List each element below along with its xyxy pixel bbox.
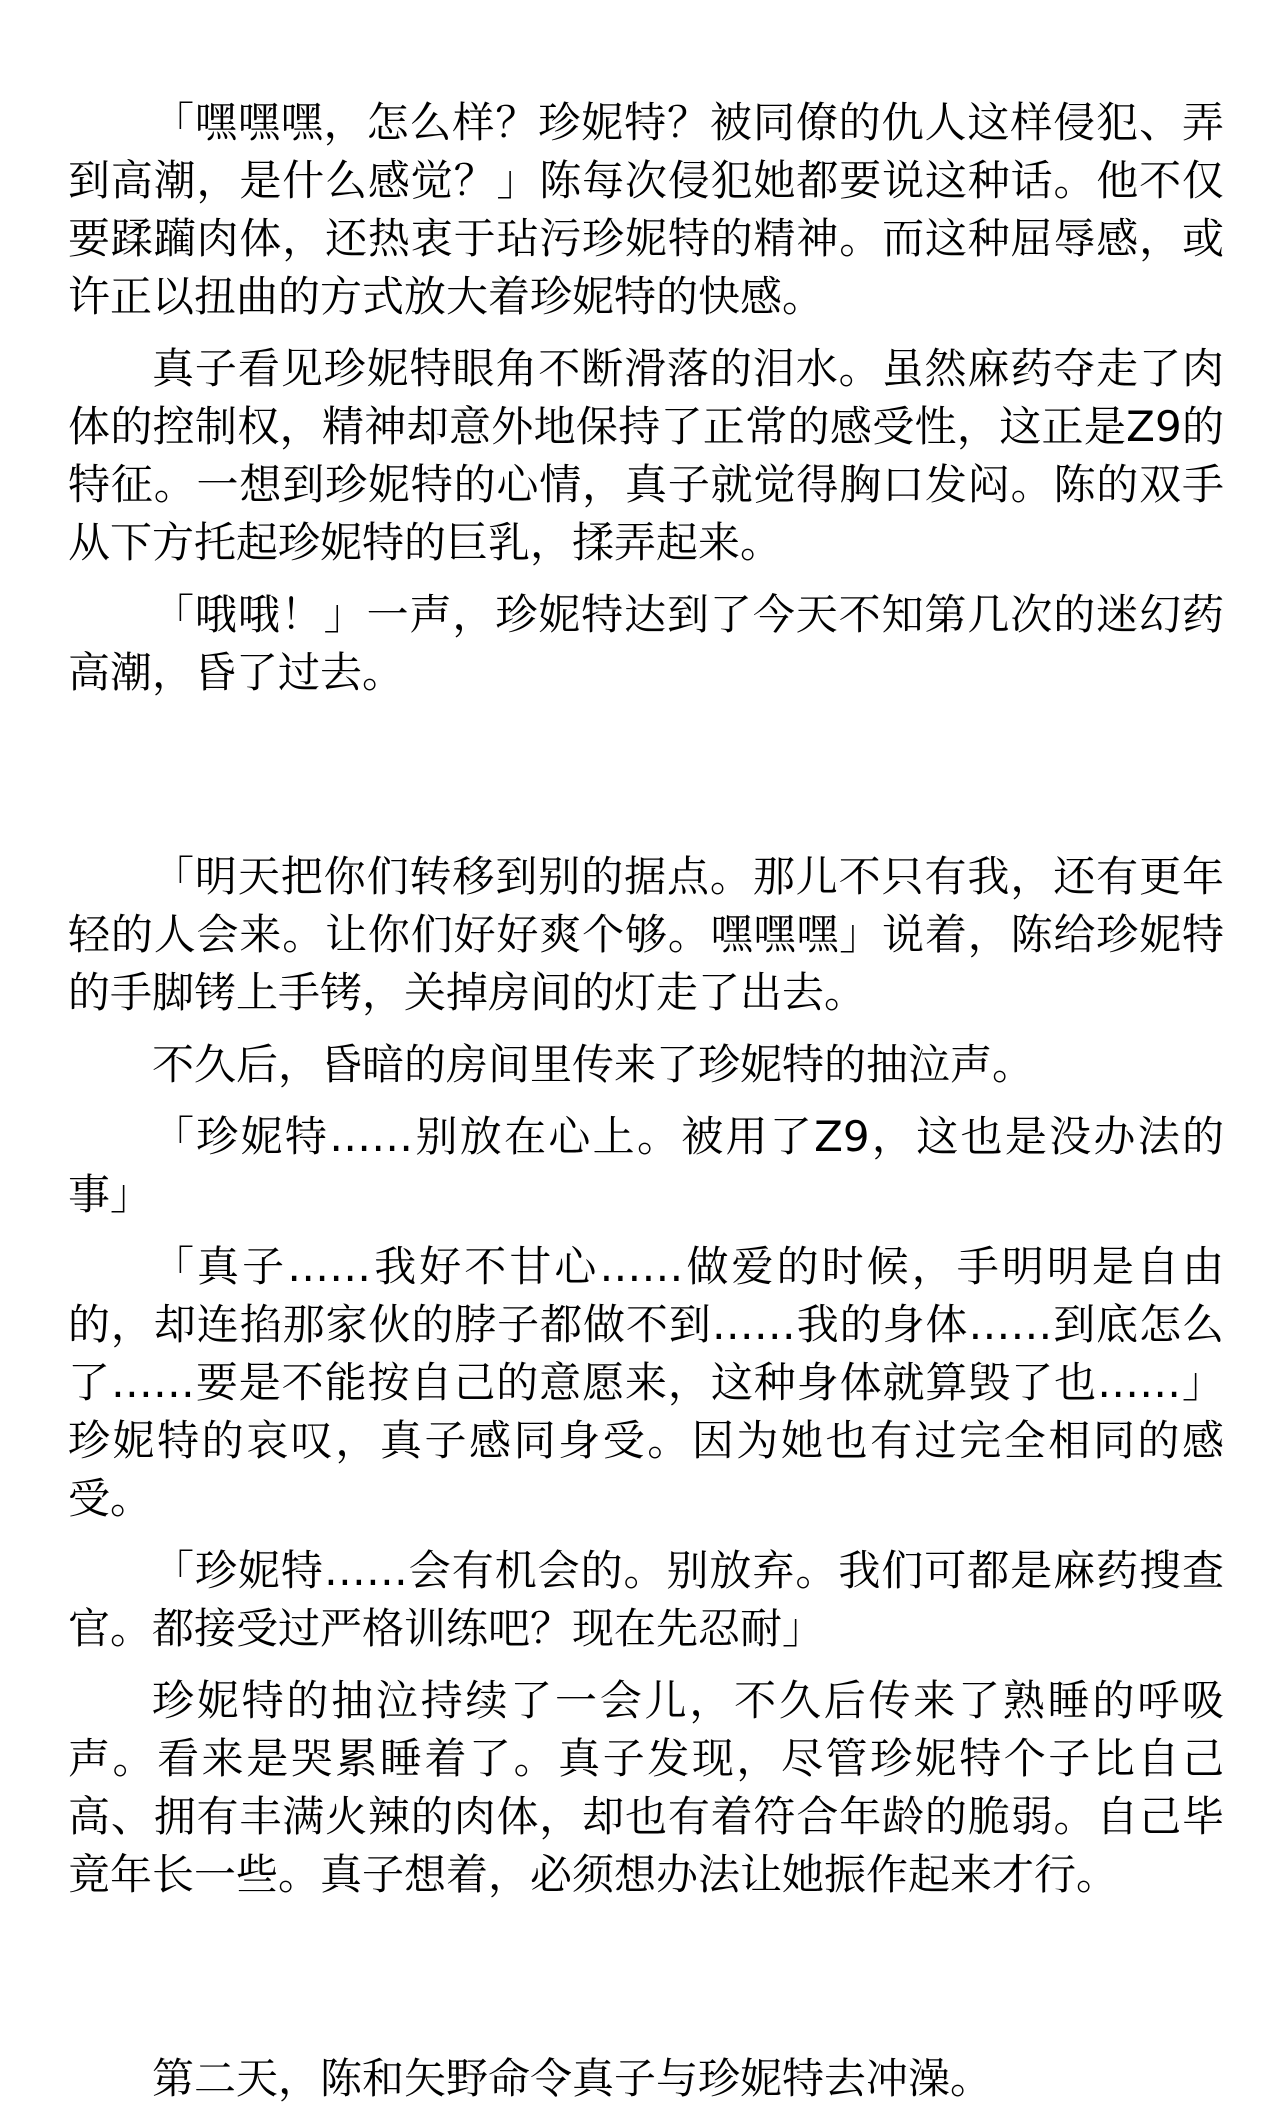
paragraph-03: 「哦哦！」一声，珍妮特达到了今天不知第几次的迷幻药高潮，昏了过去。 <box>68 590 1224 697</box>
paragraph-10: 第二天，陈和矢野命令真子与珍妮特去冲澡。 <box>152 2054 993 2103</box>
paragraph-02: 真子看见珍妮特眼角不断滑落的泪水。虽然麻药夺走了肉体的控制权，精神却意外地保持了正常的感受性，这正是Z9的特征。一想到珍妮特的心情，真子就觉得胸口发闷。陈的双手从下方托起珍妮特的巨乳，揉弄起来。 <box>68 344 1224 567</box>
paragraph-09: 珍妮特的抽泣持续了一会儿，不久后传来了熟睡的呼吸声。看来是哭累睡着了。真子发现，尽管珍妮特个子比自己高、拥有丰满火辣的肉体，却也有着符合年龄的脆弱。自己毕竟年长一些。真子想着，必须想办法让她振作起来才行。 <box>68 1676 1224 1899</box>
paragraph-06: 「珍妮特……别放在心上。被用了Z9，这也是没办法的事」 <box>68 1112 1224 1219</box>
paragraph-08: 「珍妮特……会有机会的。别放弃。我们可都是麻药搜查官。都接受过严格训练吧？现在先忍耐」 <box>68 1546 1224 1653</box>
paragraph-07: 「真子……我好不甘心……做爱的时候，手明明是自由的，却连掐那家伙的脖子都做不到……我的身体……到底怎么了……要是不能按自己的意愿来，这种身体就算毁了也……」珍妮特的哀叹，真子感同身受。因为她也有过完全相同的感受。 <box>68 1242 1224 1523</box>
paragraph-04: 「明天把你们转移到别的据点。那儿不只有我，还有更年轻的人会来。让你们好好爽个够。嘿嘿嘿」说着，陈给珍妮特的手脚铐上手铐，关掉房间的灯走了出去。 <box>68 852 1224 1017</box>
paragraph-05: 不久后，昏暗的房间里传来了珍妮特的抽泣声。 <box>152 1040 1035 1089</box>
paragraph-01: 「嘿嘿嘿，怎么样？珍妮特？被同僚的仇人这样侵犯、弄到高潮，是什么感觉？」陈每次侵犯她都要说这种话。他不仅要蹂躏肉体，还热衷于玷污珍妮特的精神。而这种屈辱感，或许正以扭曲的方式放大着珍妮特的快感。 <box>68 98 1224 321</box>
